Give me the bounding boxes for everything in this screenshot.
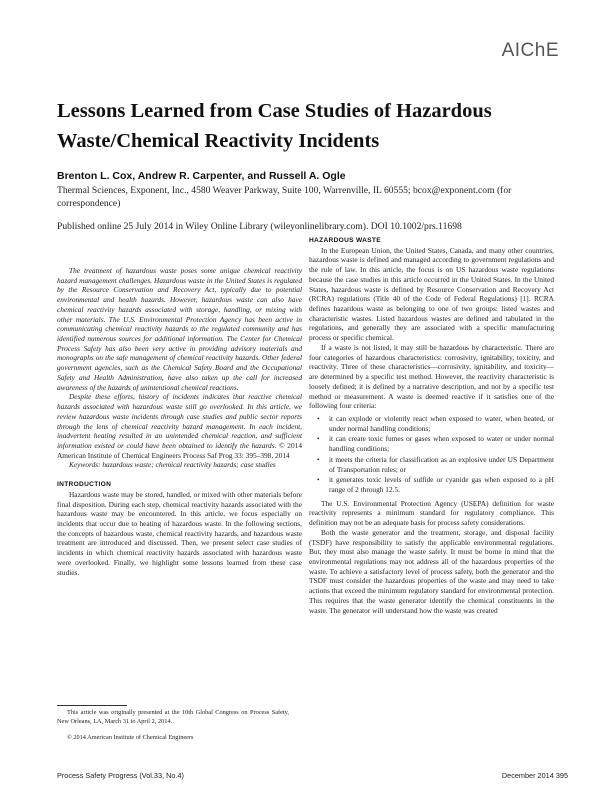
- abstract-paragraph: The treatment of hazardous waste poses some unique chemical reactivity hazard management challenges. Hazardous waste in the United States is regulated by the Resource Conservation and Recovery Act, typically due to potential environmental and health hazards. However, hazardous waste can also have chemical reactivity hazards associated with storage, handling, or mixing with other materials. The U.S. Environmental Protection Agency has been active in communicating chemical reactivity hazards to the regulated community and has identified numerous sources for additional information. The Center for Chemical Process Safety has also been very active in providing advisory materials and monographs on the safe management of chemical reactivity hazards. Other federal government agencies, such as the Chemical Safety Board and the Occupational Safety and Health Administration, have also taken up the call for increased awareness of the hazards of unintentional chemical reactions.: [57, 266, 302, 392]
- footnote-divider: [57, 705, 127, 706]
- list-item: • it generates toxic levels of sulfide or cyanide gas when exposed to a pH range of 2 through 12.5.: [317, 475, 554, 494]
- body-paragraph: In the European Union, the United States, Canada, and many other countries, hazardous waste is defined and managed according to government regulations and the rule of law. In this article, the focus is on US hazardous waste regulations because the case studies in this article occurred in the United States. In the United States, hazardous waste is defined by Resource Conservation and Recovery Act (RCRA) regulations (Title 40 of the Code of Federal Regulations) [1]. RCRA defines hazardous waste as belonging to one of two groups: listed wastes and characteristic wastes. Listed hazardous wastes are defined and tabulated in the regulations, and generally they are associated with a specific manufacturing process or specific chemical.: [309, 245, 554, 343]
- article-authors: Brenton L. Cox, Andrew R. Carpenter, and Russell A. Ogle: [57, 170, 346, 182]
- aiche-logo: AIChE: [501, 40, 559, 61]
- copyright-notice: © 2014 American Institute of Chemical Engineers: [67, 734, 194, 742]
- bullet-icon: •: [317, 454, 320, 464]
- footnote-text: This article was originally presented at the 10th Global Congress on Process Safety, New Orleans, LA, March 31 to April 2, 2014.: [57, 709, 289, 725]
- page-number: December 2014 395: [501, 771, 568, 780]
- keywords: Keywords: hazardous waste; chemical reactivity hazards; case studies: [69, 460, 276, 470]
- list-item: • it can create toxic fumes or gases when exposed to water or under normal handling conditions;: [317, 434, 554, 454]
- footnotes: [57, 709, 289, 743]
- left-column: [57, 236, 302, 577]
- abstract-citation: © 2014 American Institute of Chemical Engineers Process Saf Prog 33: 395–398, 2014: [57, 440, 302, 460]
- abstract-paragraph-text: Despite these efforts, history of incidents indicates that reactive chemical hazards associated with hazardous waste still go overlooked. In this article, we review hazardous waste incidents through case studies and public sector reports through the lens of chemical reactivity hazard management. In each incident, inadvertent heating resulted in an unintended chemical reaction, and sufficient information existed or could have been obtained to identify the hazards.: [57, 392, 302, 450]
- author-affiliation: Thermal Sciences, Exponent, Inc., 4580 Weaver Parkway, Suite 100, Warrenville, IL 60555; bcox@exponent.com (for correspondence): [57, 185, 512, 209]
- bullet-icon: •: [317, 475, 320, 485]
- abstract-paragraph: [57, 392, 302, 460]
- body-paragraph: If a waste is not listed, it may still be hazardous by characteristic. There are four categories of hazardous characteristics: corrosivity, ignitability, toxicity, and reactivity. Three of these characteristics—corrosivity, ignitability, and toxicity—are determined by a specific test method. However, the reactivity characteristic is loosely defined; it is defined by a narrative description, and not by a specific test method or measurement. A waste is deemed reactive if it satisfies one of the following four criteria:: [309, 342, 554, 411]
- list-item: • it meets the criteria for classification as an explosive under US Department of Transportation rules; or: [317, 454, 554, 474]
- body-paragraph: Hazardous waste may be stored, handled, or mixed with other materials before final disposition. During each step, chemical reactivity hazards associated with the hazardous waste may be encountered. In this article, we focus especially on incidents that occur due to heating of hazardous waste. In the following sections, the concepts of hazardous waste, chemical reactivity hazards, and hazardous waste treatment are introduced and discussed. Then, we present select case studies of incidents in which chemical reactivity hazards associated with hazardous waste were overlooked. Finally, we highlight some lessons learned from these case studies.: [57, 489, 302, 577]
- bullet-icon: •: [317, 413, 320, 423]
- publication-info: Published online 25 July 2014 in Wiley Online Library (wileyonlinelibrary.com). DOI 10.1002/prs.11698: [57, 221, 462, 232]
- abstract: [57, 266, 302, 470]
- introduction-section: [57, 480, 302, 577]
- body-paragraph: Both the waste generator and the treatment, storage, and disposal facility (TSDF) have responsibility to satisfy the applicable environmental regulations. But, they must also manage the waste safely. It must be borne in mind that the environmental regulations may not address all of the hazardous properties of the waste. To achieve a satisfactory level of process safety, both the generator and the TSDF must consider the hazardous properties of the waste and may need to take actions that exceed the minimum regulatory standard for environmental protection. This requires that the waste generator identify the chemical constituents in the waste. The generator will understand how the waste was created: [309, 527, 554, 615]
- right-column: [309, 236, 554, 615]
- body-paragraph: The U.S. Environmental Protection Agency (USEPA) definition for waste reactivity represents a minimum standard for regulatory compliance. This definition may not be an adequate basis for process safety considerations.: [309, 498, 554, 528]
- journal-citation: Process Safety Progress (Vol.33, No.4): [57, 771, 184, 780]
- article-title: Lessons Learned from Case Studies of Hazardous Waste/Chemical Reactivity Incidents: [57, 100, 492, 152]
- section-heading: INTRODUCTION: [57, 481, 112, 489]
- section-heading: HAZARDOUS WASTE: [309, 237, 381, 244]
- list-item: • it can explode or violently react when exposed to water, when heated, or under normal handling conditions;: [317, 413, 554, 433]
- bullet-icon: •: [317, 434, 320, 444]
- reactivity-criteria-list: [309, 414, 554, 495]
